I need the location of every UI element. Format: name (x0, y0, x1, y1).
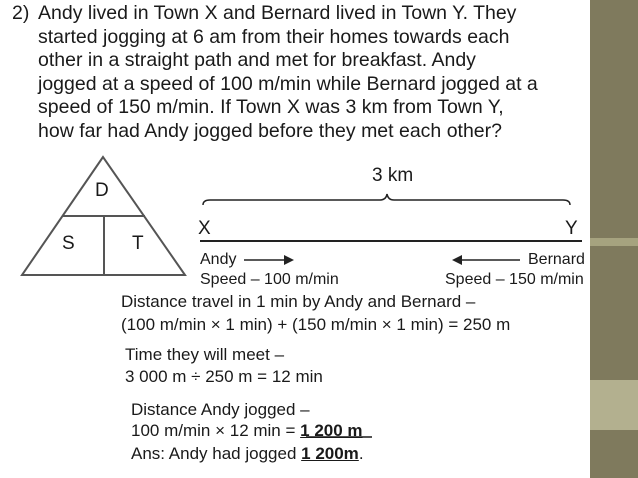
decorative-sidebar (590, 0, 638, 478)
andy-arrowhead (284, 255, 294, 265)
step1-calc: (100 m/min × 1 min) + (150 m/min × 1 min) = 250 m (121, 315, 511, 334)
andy-speed: Speed – 100 m/min (200, 271, 339, 288)
question-number: 2) (12, 2, 30, 24)
point-x-label: X (198, 218, 211, 239)
step3-title: Distance Andy jogged – (131, 400, 310, 419)
triangle-label-t: T (132, 233, 144, 254)
question-line: jogged at a speed of 100 m/min while Bernard jogged at a (38, 72, 538, 95)
step2-title: Time they will meet – (125, 345, 285, 364)
distance-brace (203, 194, 570, 205)
sidebar-band (590, 238, 638, 246)
triangle-label-s: S (62, 233, 75, 254)
answer-prefix: Ans: Andy had jogged (131, 444, 302, 463)
bernard-label: Bernard (528, 251, 585, 268)
step1-title: Distance travel in 1 min by Andy and Bernard – (121, 292, 476, 311)
step3-result: 1 200 m (300, 421, 363, 440)
step3-calc: 100 m/min × 12 min = (131, 421, 301, 440)
question-line: other in a straight path and met for breakfast. Andy (38, 49, 476, 71)
andy-label: Andy (200, 251, 237, 268)
question-line: speed of 150 m/min. If Town X was 3 km from Town Y, (38, 96, 504, 118)
question-line: how far had Andy jogged before they met each other? (38, 119, 502, 142)
answer-suffix: . (358, 444, 364, 463)
distance-label: 3 km (372, 165, 414, 186)
point-y-label: Y (565, 218, 578, 239)
bernard-arrowhead (452, 255, 462, 265)
question-line: started jogging at 6 am from their homes towards each (38, 25, 510, 48)
step2-calc: 3 000 m ÷ 250 m = 12 min (125, 367, 323, 386)
answer-value: 1 200m (301, 444, 359, 463)
step3-line (131, 421, 363, 441)
question-line: Andy lived in Town X and Bernard lived in Town Y. They (38, 2, 517, 24)
answer-line (131, 444, 364, 464)
triangle-label-d: D (95, 180, 109, 201)
sidebar-band (590, 380, 638, 430)
bernard-speed: Speed – 150 m/min (445, 271, 584, 288)
